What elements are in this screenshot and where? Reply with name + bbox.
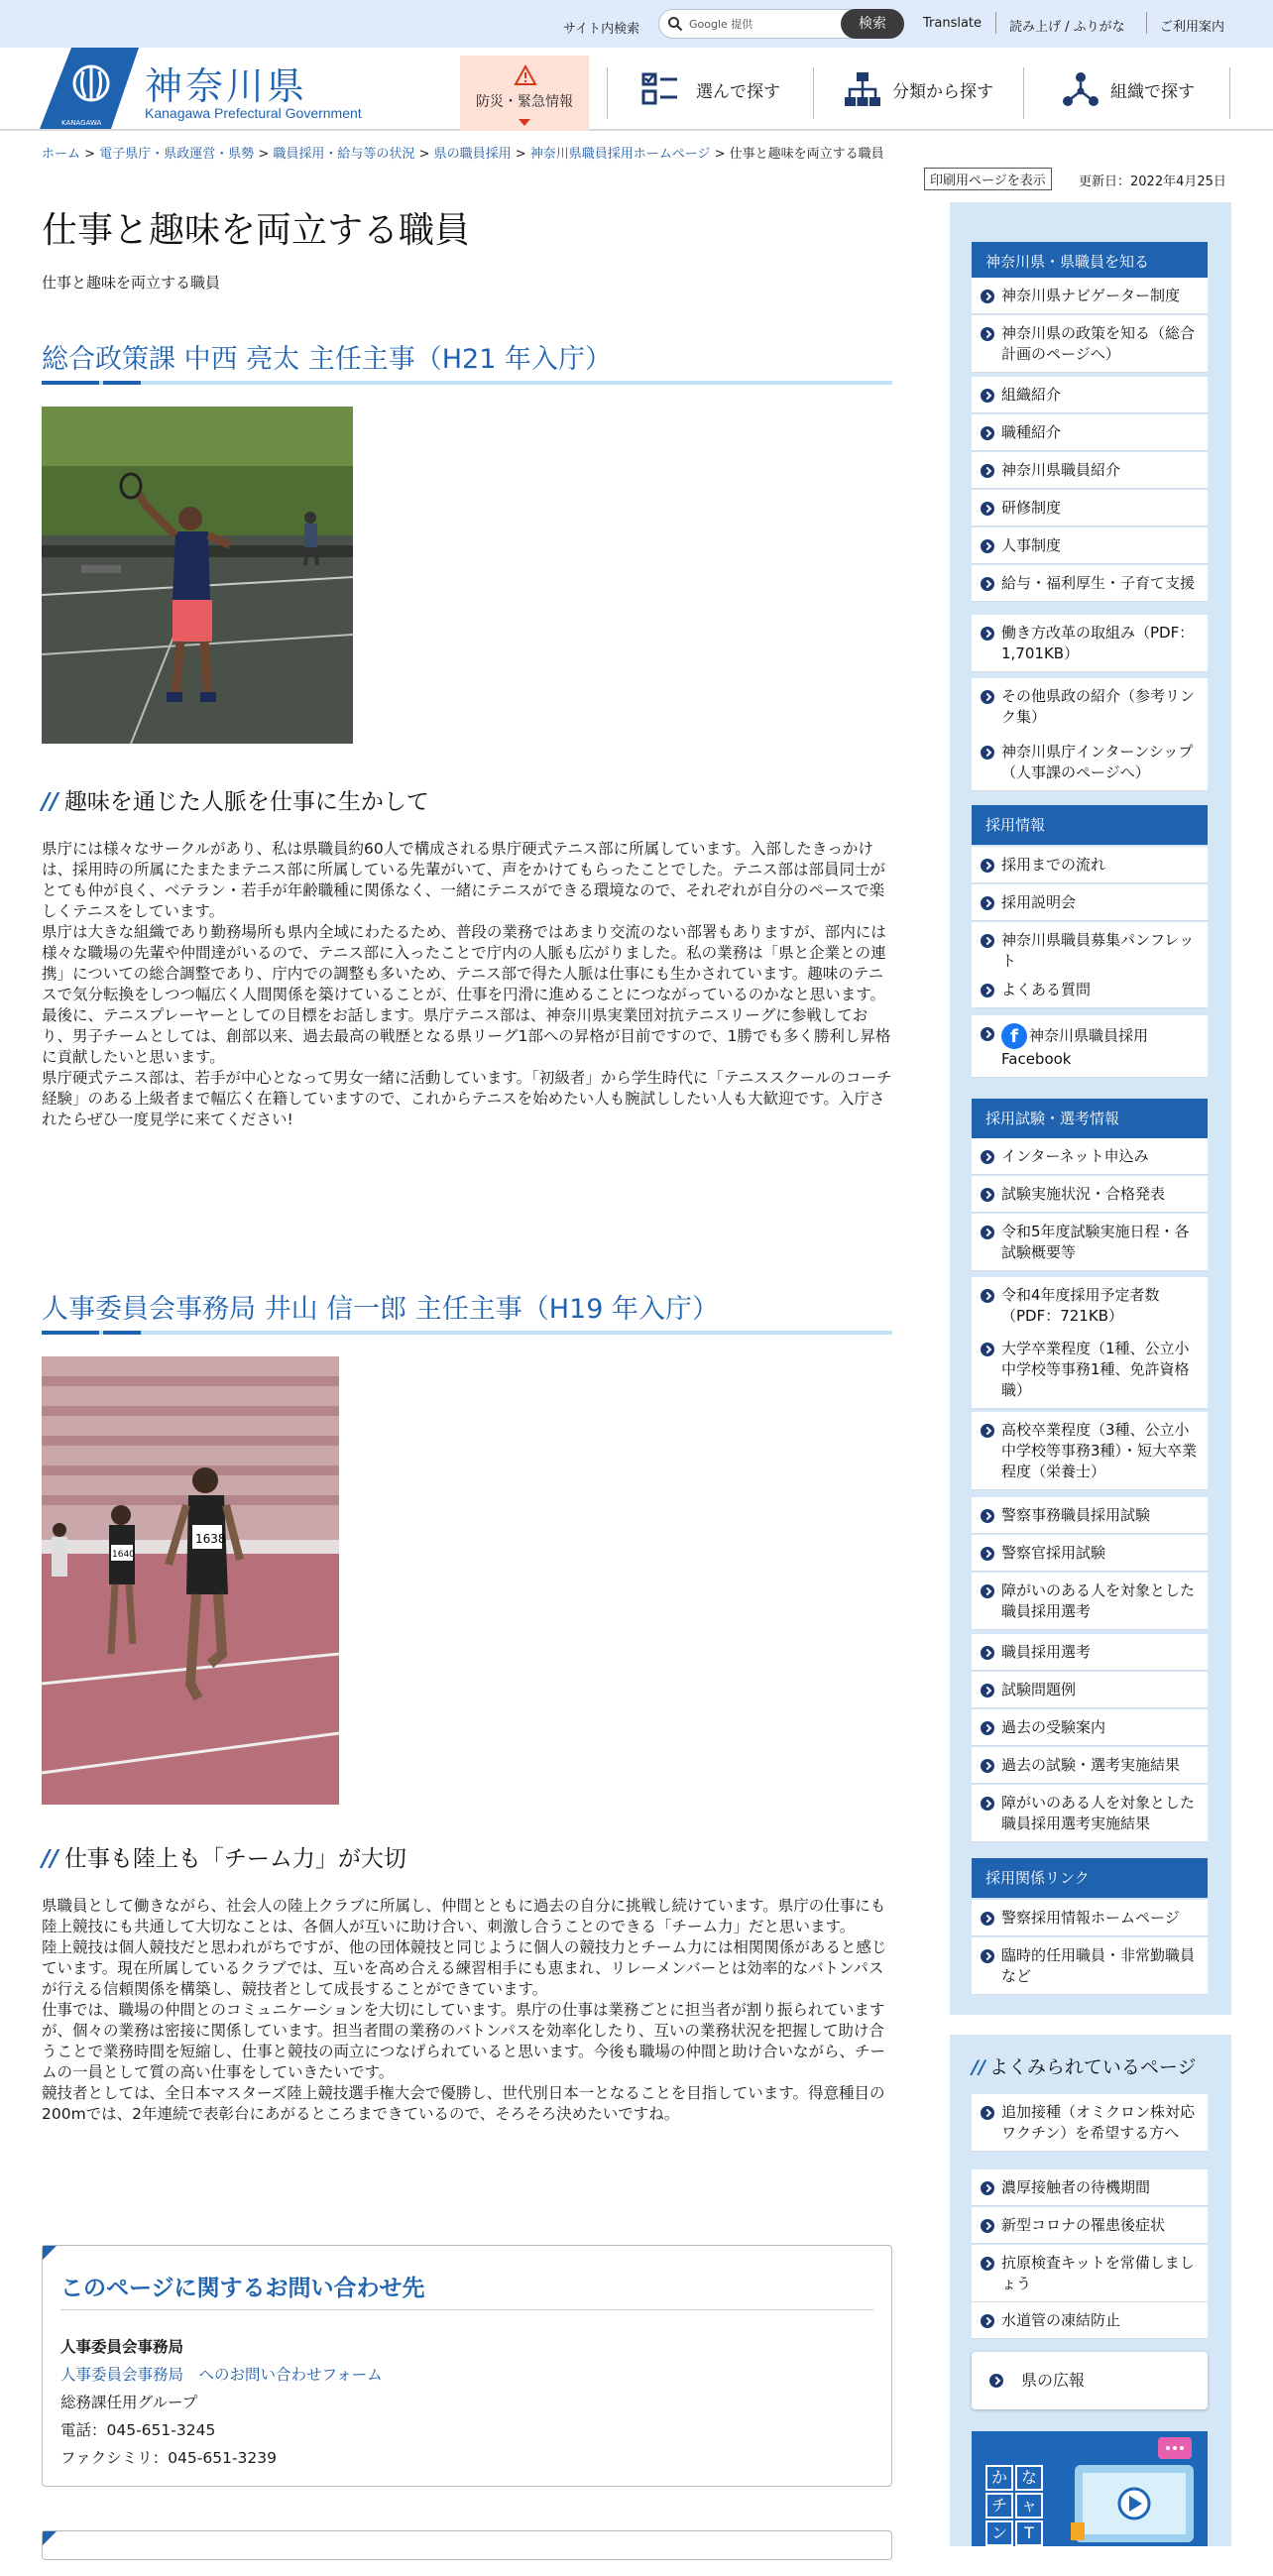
usage-guide-link[interactable]: ご利用案内 <box>1160 20 1225 35</box>
kanachan-tv-banner[interactable] <box>972 2431 1208 2570</box>
chevron-right-icon <box>981 1721 994 1735</box>
sidebar-link[interactable] <box>972 565 1208 602</box>
chevron-right-icon <box>981 1150 994 1164</box>
chevron-right-icon <box>981 1424 994 1438</box>
divider <box>1023 67 1024 119</box>
sidebar-link-label: 警察事務職員採用試験 <box>1001 1506 1151 1524</box>
sidebar-link-label: インターネット申込み <box>1001 1147 1149 1165</box>
contact-title: このページに関するお問い合わせ先 <box>60 2276 425 2301</box>
tennis-player-photo <box>42 407 353 744</box>
breadcrumb-link[interactable]: 職員採用・給与等の状況 <box>273 147 415 162</box>
contact-box <box>42 2245 892 2487</box>
section-subheading: // 趣味を通じた人脈を仕事に生かして <box>42 789 429 815</box>
sidebar-link[interactable] <box>972 452 1208 489</box>
sidebar-link[interactable] <box>972 1573 1208 1630</box>
emergency-label: 防災・緊急情報 <box>476 94 573 110</box>
chevron-right-icon <box>981 577 994 591</box>
chevron-right-icon <box>981 1226 994 1239</box>
site-search-label: サイト内検索 <box>563 22 640 37</box>
paragraph: 県職員として働きながら、社会人の陸上クラブに所属し、仲間とともに過去の自分に挑戦し続けています。県庁の仕事にも陸上競技にも共通して大切なことは、各個人が互いに助け合い、刺激し合うことのできる「チーム力」だと思います。 <box>42 1897 886 1935</box>
breadcrumb-link[interactable]: ホーム <box>42 147 81 162</box>
logo-subtitle[interactable]: Kanagawa Prefectural Government <box>145 105 362 121</box>
chevron-right-icon <box>981 1343 994 1356</box>
kanachan-char: T <box>1015 2520 1043 2546</box>
kanachan-char: ン <box>985 2520 1013 2546</box>
sidebar-link-label: 警察官採用試験 <box>1001 1544 1106 1562</box>
popular-page-label: 濃厚接触者の待機期間 <box>1001 2178 1151 2196</box>
sidebar-link[interactable] <box>972 315 1208 373</box>
chevron-right-icon <box>981 934 994 948</box>
divider <box>995 12 996 34</box>
sidebar-link[interactable] <box>972 377 1208 413</box>
bib-number: 1640 <box>112 1550 135 1560</box>
bib-number: 1638 <box>195 1532 226 1546</box>
sidebar-link-label: 働き方改革の取組み（PDF：1,701KB） <box>1001 624 1195 662</box>
section-body <box>42 1896 892 2125</box>
section-heading: 人事委員会事務局 井山 信一郎 主任主事（H19 年入庁） <box>42 1294 719 1325</box>
sidebar-link[interactable] <box>972 615 1208 672</box>
chevron-right-icon <box>981 1912 994 1926</box>
nav-label: 分類から探す <box>892 82 993 102</box>
chevron-right-icon <box>981 1584 994 1598</box>
hierarchy-icon <box>843 69 882 109</box>
chevron-right-icon <box>981 327 994 341</box>
next-box <box>42 2530 892 2560</box>
breadcrumb-link[interactable]: 電子県庁・県政運営・県勢 <box>99 147 255 162</box>
search-icon <box>667 16 683 32</box>
utility-bar <box>0 0 1273 48</box>
breadcrumb: ホーム > 電子県庁・県政運営・県勢 > 職員採用・給与等の状況 > 県の職員採用 > 神奈川県職員採用ホームページ > 仕事と趣味を両立する職員 <box>42 147 884 162</box>
sidebar-link[interactable] <box>972 1937 1208 1995</box>
furigana-link[interactable]: 読み上げ / ふりがな <box>1009 20 1125 35</box>
search-button[interactable]: 検索 <box>841 9 904 39</box>
chevron-right-icon <box>981 1949 994 1963</box>
chevron-right-icon <box>981 539 994 553</box>
sidebar-link-label: 組織紹介 <box>1001 386 1062 404</box>
popular-pages-title: // よくみられているページ <box>972 2056 1197 2078</box>
chevron-right-icon <box>981 2219 994 2233</box>
kanachan-tv-title <box>985 2465 1049 2576</box>
chevron-right-icon <box>981 1027 994 1041</box>
logo-title[interactable]: 神奈川県 <box>145 64 308 108</box>
sidebar-link-label: 神奈川県の政策を知る（総合計画のページへ） <box>1001 324 1196 363</box>
section-subheading: // 仕事も陸上も「チーム力」が大切 <box>42 1846 406 1872</box>
sidebar-section-title: 神奈川県・県職員を知る <box>972 242 1208 282</box>
sidebar-link-label: 過去の受験案内 <box>1001 1718 1106 1736</box>
sidebar-link[interactable] <box>972 1900 1208 1936</box>
print-page-button[interactable]: 印刷用ページを表示 <box>924 168 1052 190</box>
chevron-right-icon <box>981 2106 994 2120</box>
sidebar-link-label: 試験問題例 <box>1001 1681 1077 1698</box>
sidebar-link-label: 臨時的任用職員・非常勤職員など <box>1001 1946 1196 1985</box>
nav-category-search[interactable] <box>839 61 1017 117</box>
chevron-right-icon <box>981 389 994 403</box>
kanachan-char: V <box>985 2548 1013 2574</box>
sidebar-link[interactable] <box>972 1535 1208 1572</box>
translate-link[interactable]: Translate <box>923 16 983 31</box>
emergency-info-button[interactable] <box>460 56 589 131</box>
caret-down-icon <box>519 119 530 127</box>
chevron-right-icon <box>981 1188 994 1202</box>
chevron-right-icon <box>981 984 994 997</box>
sidebar-link-label: 人事制度 <box>1001 536 1062 554</box>
sidebar-link-label: よくある質問 <box>1001 981 1092 998</box>
sidebar-link[interactable] <box>972 490 1208 527</box>
chevron-right-icon <box>981 1646 994 1660</box>
paragraph: 最後に、テニスプレーヤーとしての目標をお話します。県庁テニス部は、神奈川県実業団対抗テニスリーグに参戦しており、男子チームとしては、創部以来、過去最高の戦歴となる県リーグ1部への昇格が目前ですので、1勝でも多く勝利し昇格に貢献したいと思います。 <box>42 1006 891 1066</box>
sidebar-link-label: 給与・福利厚生・子育て支援 <box>1001 574 1196 592</box>
popular-page-link[interactable] <box>972 2207 1208 2244</box>
chevron-right-icon <box>981 464 994 478</box>
heading-underline <box>42 381 892 385</box>
sidebar-link-label: 職員採用選考 <box>1001 1643 1092 1661</box>
sidebar-link-label: 神奈川県職員採用Facebook <box>1001 1026 1149 1068</box>
chevron-right-icon <box>989 2374 1003 2388</box>
chevron-right-icon <box>981 290 994 303</box>
chevron-right-icon <box>981 1289 994 1303</box>
sidebar-link-label: 警察採用情報ホームページ <box>1001 1909 1180 1927</box>
chevron-right-icon <box>981 896 994 910</box>
sidebar-link-label: 職種紹介 <box>1001 423 1062 441</box>
sidebar-link[interactable] <box>972 1785 1208 1842</box>
popular-page-label: 水道管の凍結防止 <box>1001 2311 1121 2329</box>
paragraph: 県庁には様々なサークルがあり、私は県職員約60人で構成される県庁硬式テニス部に所属しています。入部したきっかけは、採用時の所属にたまたまテニス部に所属している先輩がいて、声をかけてもらったことでした。テニス部は部員同士がとても仲が良く、ベテラン・若手が年齢職種に関係なく、一緒にテニスができる環境なので、それぞれが自分のペースで楽しくテニスをしています。 <box>42 840 885 920</box>
divider <box>1229 67 1230 119</box>
contact-fax: ファクシミリ：045-651-3239 <box>60 2449 277 2467</box>
sprinter-photo <box>42 1356 339 1805</box>
sidebar-link-label: 研修制度 <box>1001 499 1062 517</box>
nav-organization-search[interactable] <box>1057 61 1225 117</box>
sidebar-link-label: その他県政の紹介（参考リンク集） <box>1001 687 1196 726</box>
paragraph: 陸上競技は個人競技だと思われがちですが、他の団体競技と同じように個人の競技力とチーム力には相関関係があると感じています。現在所属しているクラブでは、互いを高め合える練習相手にも恵まれ、リレーメンバーとは効率的なバトンパスが行える信頼関係を構築し、競技者として成長することができています。 <box>42 1938 887 1998</box>
sidebar-link[interactable] <box>972 1015 1208 1078</box>
breadcrumb-link[interactable]: 神奈川県職員採用ホームページ <box>529 147 711 162</box>
chevron-right-icon <box>981 2257 994 2271</box>
kanachan-char: か <box>985 2465 1013 2491</box>
search-placeholder: Google 提供 <box>689 18 753 31</box>
site-header <box>0 48 1273 131</box>
sidebar-link-label: 試験実施状況・合格発表 <box>1001 1185 1166 1203</box>
popular-page-link[interactable] <box>972 2245 1208 2302</box>
popular-page-link[interactable] <box>972 2094 1208 2152</box>
sidebar-link[interactable] <box>972 1412 1208 1490</box>
section-body <box>42 839 892 1130</box>
chevron-right-icon <box>981 1509 994 1523</box>
chevron-right-icon <box>981 2181 994 2195</box>
sidebar-link[interactable] <box>972 278 1208 314</box>
sidebar-link-label: 障がいのある人を対象とした職員採用選考 <box>1001 1581 1196 1620</box>
updated-date: 更新日：2022年4月25日 <box>1079 175 1226 189</box>
chevron-right-icon <box>981 859 994 873</box>
chevron-right-icon <box>981 426 994 440</box>
popular-page-link[interactable] <box>972 2302 1208 2339</box>
sidebar-link-label: 令和5年度試験実施日程・各試験概要等 <box>1001 1223 1190 1261</box>
sidebar-link[interactable] <box>972 1214 1208 1271</box>
contact-tel: 電話：045-651-3245 <box>60 2421 216 2439</box>
chevron-right-icon <box>981 1547 994 1561</box>
sidebar-section-title: 採用試験・選考情報 <box>972 1099 1208 1138</box>
sidebar-link[interactable] <box>972 972 1208 1008</box>
kanachan-char: な <box>1015 2465 1043 2491</box>
sidebar-link-label: 採用までの流れ <box>1001 856 1106 874</box>
sidebar-link[interactable] <box>972 1331 1208 1409</box>
page-lead: 仕事と趣味を両立する職員 <box>42 274 221 292</box>
nav-select-search[interactable] <box>635 61 823 117</box>
sidebar-link[interactable] <box>972 884 1208 921</box>
paragraph: 競技者としては、全日本マスターズ陸上競技選手権大会で優勝し、世代別日本一となることを目指しています。得意種目の200mでは、2年連続で表彰台にあがるところまできているので、そろそろ決めたいですね。 <box>42 2084 885 2123</box>
sidebar-link[interactable] <box>972 1176 1208 1213</box>
sidebar-link-label: 過去の試験・選考実施結果 <box>1001 1756 1181 1774</box>
contact-form-link[interactable]: 人事委員会事務局 へのお問い合わせフォーム <box>60 2366 383 2384</box>
kanachan-char: チ <box>985 2493 1013 2518</box>
sidebar-section-title: 採用関係リンク <box>972 1858 1208 1898</box>
sidebar-link-label: 神奈川県職員紹介 <box>1001 461 1121 479</box>
divider <box>607 67 608 119</box>
chevron-right-icon <box>981 627 994 641</box>
warning-icon <box>515 65 536 85</box>
sidebar-link-label: 高校卒業程度（3種、公立小中学校等事務3種）・短大卒業程度（栄養士） <box>1001 1421 1198 1480</box>
sidebar-link[interactable] <box>972 1709 1208 1746</box>
divider <box>1146 12 1147 34</box>
contact-dept: 人事委員会事務局 <box>60 2338 184 2356</box>
sidebar-link-label: 神奈川県庁インターンシップ（人事課のページへ） <box>1001 743 1194 781</box>
popular-page-label: 追加接種（オミクロン株対応ワクチン）を希望する方へ <box>1001 2103 1196 2142</box>
select-search-icon <box>640 69 680 109</box>
sidebar-link-label: 大学卒業程度（1種、公立小中学校等事務1種、免許資格職） <box>1001 1340 1190 1399</box>
sidebar-link-label: 令和4年度採用予定者数（PDF：721KB） <box>1001 1286 1160 1325</box>
chevron-right-icon <box>981 2314 994 2328</box>
sidebar-link[interactable] <box>972 414 1208 451</box>
popular-page-label: 抗原検査キットを常備しましょう <box>1001 2254 1195 2292</box>
paragraph: 仕事では、職場の仲間とのコミュニケーションを大切にしています。県庁の仕事は業務ごとに担当者が割り振られていますが、個々の業務は密接に関係しています。担当者間の業務のバトンパスを効率化したり、互いの業務状況を把握して助け合うことで業務時間を短縮し、仕事と競技の両立につなげられていると思います。今後も職場の仲間と助け合いながら、チームの一員として質の高い仕事をしていきたいです。 <box>42 2001 885 2081</box>
chevron-right-icon <box>981 746 994 760</box>
sidebar-link[interactable] <box>972 1277 1208 1335</box>
sidebar-link[interactable] <box>972 527 1208 564</box>
sidebar-link[interactable] <box>972 734 1208 791</box>
divider <box>813 67 814 119</box>
kanagawa-logo-icon[interactable] <box>40 48 139 129</box>
sidebar-link[interactable] <box>972 1138 1208 1175</box>
popular-page-label: 新型コロナの罹患後症状 <box>1001 2216 1166 2234</box>
prefectural-pr-button[interactable] <box>972 2352 1208 2409</box>
logo-mark-text: KANAGAWA <box>61 119 102 127</box>
kanachan-char: ャ <box>1015 2493 1043 2518</box>
sidebar-link[interactable] <box>972 678 1208 736</box>
chevron-right-icon <box>981 1797 994 1811</box>
facebook-icon: f <box>1001 1023 1027 1049</box>
sidebar-link-label: 採用説明会 <box>1001 893 1077 911</box>
nav-label: 選んで探す <box>696 82 780 102</box>
sidebar-section-title: 採用情報 <box>972 805 1208 845</box>
sidebar-link[interactable] <box>972 847 1208 883</box>
sidebar-link[interactable] <box>972 1672 1208 1708</box>
nav-label: 組織で探す <box>1110 82 1195 102</box>
button-label: 県の広報 <box>1021 2371 1086 2390</box>
breadcrumb-link[interactable]: 県の職員採用 <box>433 147 512 162</box>
chevron-right-icon <box>981 690 994 704</box>
sidebar-link-label: 神奈川県ナビゲーター制度 <box>1001 287 1181 304</box>
page-title: 仕事と趣味を両立する職員 <box>42 210 471 251</box>
contact-group: 総務課任用グループ <box>60 2394 198 2411</box>
sidebar-link-label: 神奈川県職員募集パンフレット <box>1001 931 1195 970</box>
sidebar-link-label: 障がいのある人を対象とした職員採用選考実施結果 <box>1001 1794 1196 1832</box>
chevron-right-icon <box>981 502 994 516</box>
sidebar-link[interactable] <box>972 1747 1208 1784</box>
sidebar-link[interactable] <box>972 1497 1208 1534</box>
chevron-right-icon <box>981 1684 994 1698</box>
paragraph: 県庁は大きな組織であり勤務場所も県内全域にわたるため、普段の業務ではあまり交流のない部署もありますが、部内には様々な職場の先輩や仲間達がいるので、テニス部に入ったことで庁内の人脈も広がりました。私の業務は「県と企業との連携」についての総合調整であり、庁内での調整も多いため、テニス部で得た人脈は仕事にも生かされています。趣味のテニスで気分転換をしつつ幅広く人間関係を築けていることが、仕事を円滑に進めることにつながっているのかなと思います。 <box>42 923 886 1003</box>
popular-page-link[interactable] <box>972 2169 1208 2206</box>
sidebar-link[interactable] <box>972 1634 1208 1671</box>
breadcrumb-current: 仕事と趣味を両立する職員 <box>729 147 884 162</box>
paragraph: 県庁硬式テニス部は、若手が中心となって男女一緒に活動しています。「初級者」から学生時代に「テニススクールのコーチ経験」のある上級者まで幅広く在籍していますので、これからテニスを始めたい人も腕試ししたい人も大歓迎です。入庁されたらぜひ一度見学に来てください! <box>42 1069 892 1128</box>
section-heading: 総合政策課 中西 亮太 主任主事（H21 年入庁） <box>42 344 612 375</box>
chevron-right-icon <box>981 1759 994 1773</box>
heading-underline <box>42 1331 892 1335</box>
organization-icon <box>1061 69 1100 109</box>
